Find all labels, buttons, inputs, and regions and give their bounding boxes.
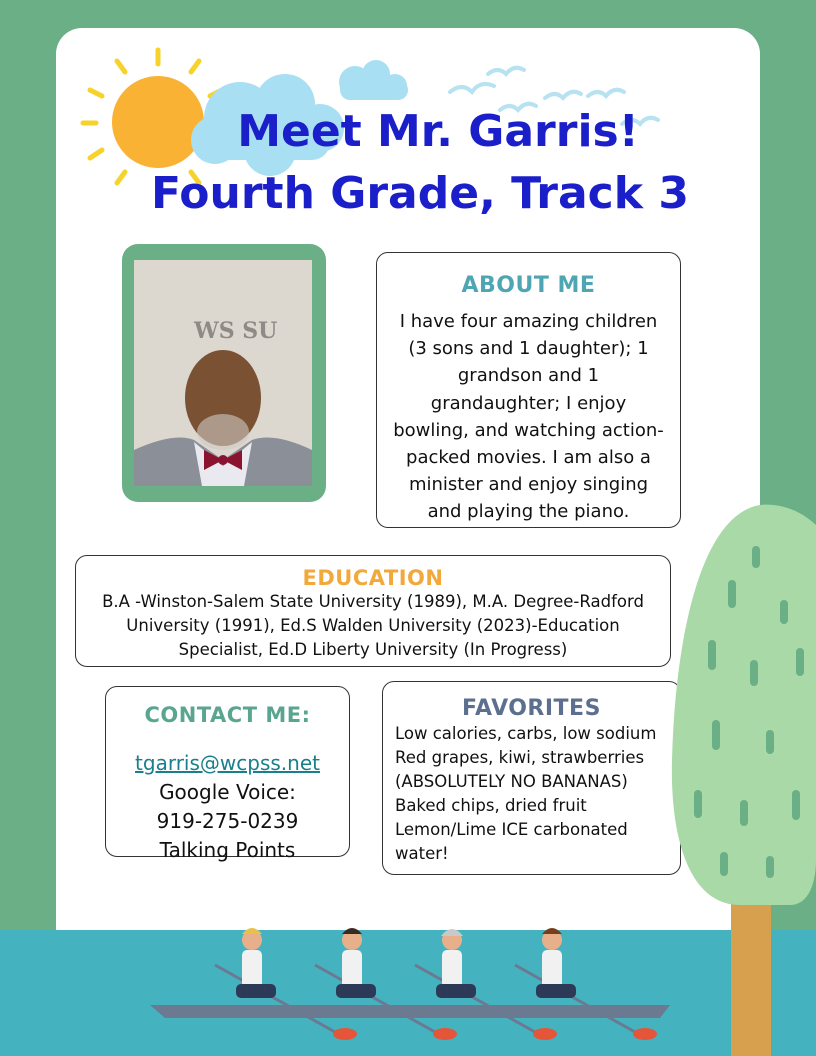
favorites-box (382, 681, 681, 875)
photo-sign-text: WS SU (194, 318, 278, 344)
page-subtitle: Fourth Grade, Track 3 (151, 168, 689, 219)
phone-number: 919-275-0239 (156, 809, 299, 833)
education-heading: EDUCATION (302, 566, 444, 590)
page-title: Meet Mr. Garris! (237, 106, 639, 157)
favorites-line: Low calories, carbs, low sodium (395, 724, 657, 743)
education-text: B.A -Winston-Salem State University (1989), M.A. Degree-Radford University (1991), Ed.S Walden University (2023)-Education Specialist, Ed.D Liberty University (In Progress) (102, 592, 644, 659)
favorites-line: water! (395, 844, 449, 863)
favorites-line: Baked chips, dried fruit (395, 796, 587, 815)
favorites-line: Red grapes, kiwi, strawberries (395, 748, 645, 767)
contact-line: Talking Points (159, 838, 296, 862)
education-box (75, 555, 671, 667)
water-decoration (0, 930, 816, 1056)
email-link[interactable]: tgarris@wcpss.net (135, 751, 320, 775)
contact-line: Google Voice: (159, 780, 296, 804)
about-me-box (376, 252, 681, 528)
favorites-line: (ABSOLUTELY NO BANANAS) (395, 772, 628, 791)
teacher-photo (134, 260, 312, 486)
about-me-heading: ABOUT ME (461, 273, 596, 298)
cloud-icon (339, 60, 408, 100)
contact-box (105, 686, 350, 862)
favorites-heading: FAVORITES (462, 696, 601, 721)
contact-heading: CONTACT ME: (144, 703, 311, 727)
about-me-text: I have four amazing children (3 sons and 1 daughter); 1 grandson and 1 grandaughter; I enjoy bowling, and watching action-packed movies. I am also a minister and enjoy singing and playing the piano. (393, 311, 664, 523)
favorites-line: Lemon/Lime ICE carbonated (395, 820, 628, 839)
